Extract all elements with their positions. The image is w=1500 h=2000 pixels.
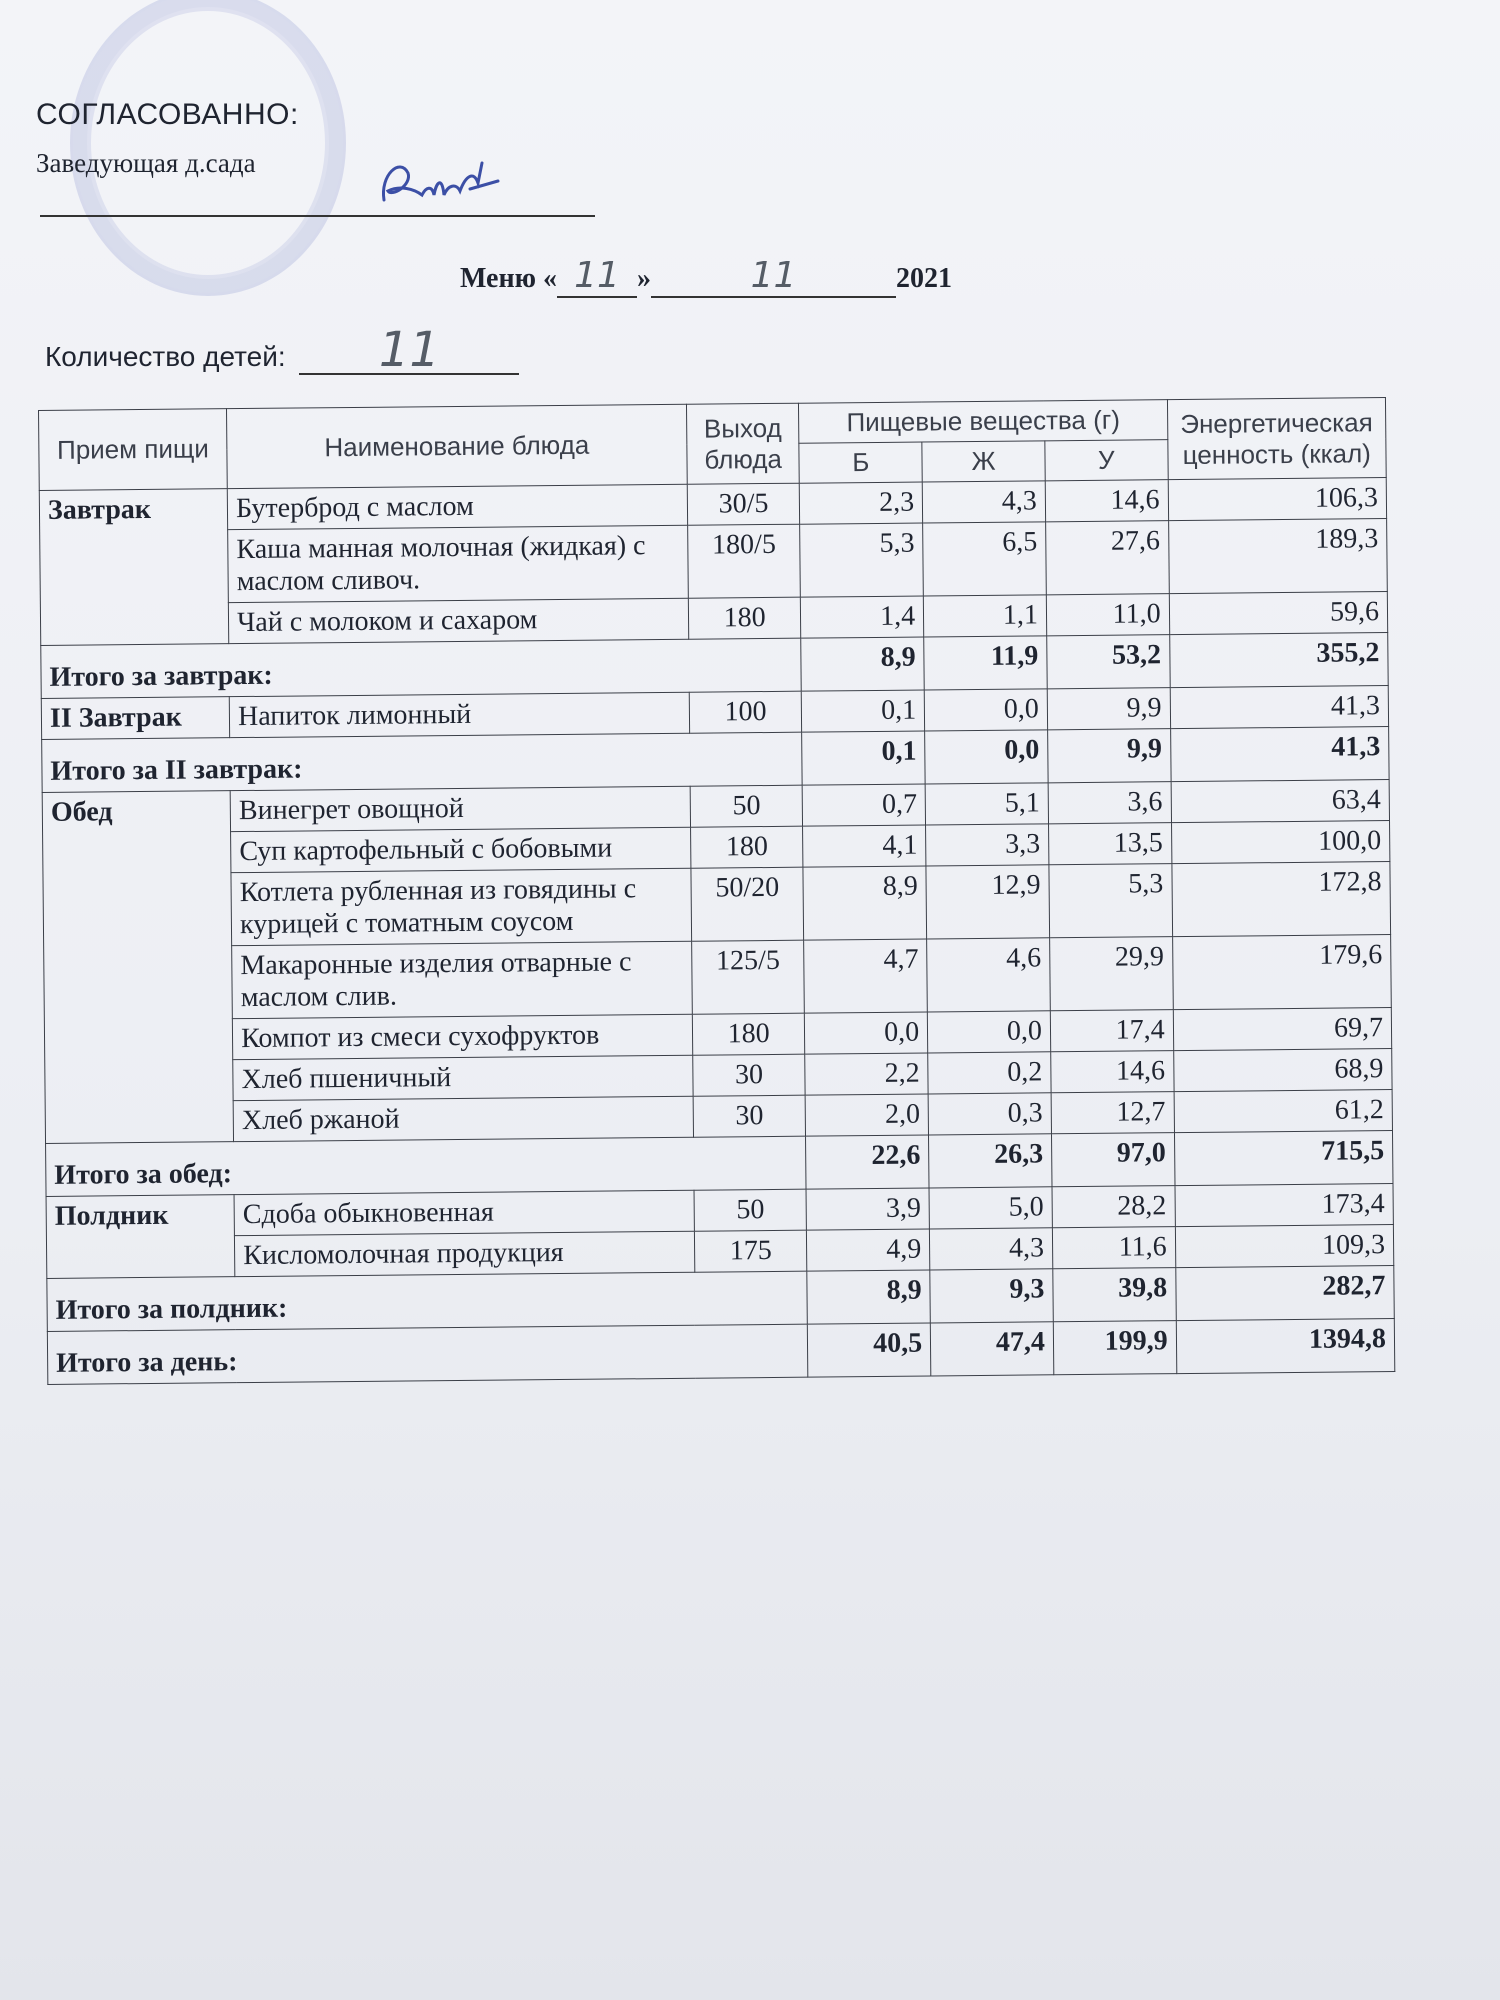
dish-name: Бутерброд с маслом — [227, 484, 687, 529]
header-protein: Б — [799, 442, 922, 483]
total-label: Итого за полдник: — [47, 1271, 808, 1331]
total-fat: 26,3 — [929, 1134, 1052, 1188]
carbs-value: 3,6 — [1048, 782, 1171, 824]
protein-value: 2,2 — [805, 1053, 928, 1095]
protein-value: 0,1 — [802, 690, 925, 732]
energy-value: 68,9 — [1173, 1049, 1392, 1092]
menu-mid: » — [637, 263, 652, 294]
table-row — [43, 862, 1391, 948]
carbs-value: 27,6 — [1046, 521, 1169, 595]
protein-value: 4,1 — [803, 825, 926, 867]
total-fat: 9,3 — [930, 1269, 1053, 1323]
total-energy: 41,3 — [1170, 727, 1389, 782]
carbs-value: 11,0 — [1046, 594, 1169, 636]
total-energy: 715,5 — [1174, 1131, 1393, 1186]
carbs-value: 5,3 — [1049, 864, 1172, 938]
dish-output: 30 — [693, 1095, 806, 1137]
header-nutrients: Пищевые вещества (г) — [799, 400, 1168, 444]
carbs-value: 29,9 — [1050, 937, 1173, 1011]
fat-value: 1,1 — [924, 595, 1047, 637]
header-output: Выход блюда — [686, 403, 799, 484]
total-energy: 282,7 — [1175, 1266, 1394, 1321]
children-count-line — [45, 322, 519, 378]
protein-value: 5,3 — [800, 523, 923, 597]
menu-date-line — [460, 255, 952, 298]
energy-value: 173,4 — [1175, 1184, 1394, 1227]
table-row — [44, 935, 1392, 1021]
dish-name: Сдоба обыкновенная — [234, 1190, 694, 1235]
total-protein: 8,9 — [807, 1270, 930, 1324]
total-carbs: 39,8 — [1053, 1268, 1176, 1322]
fat-value: 6,5 — [923, 522, 1046, 596]
dish-output: 180/5 — [687, 524, 800, 598]
protein-value: 0,7 — [803, 784, 926, 826]
dish-name: Винегрет овощной — [230, 786, 690, 831]
carbs-value: 13,5 — [1048, 823, 1171, 865]
dish-name: Котлета рубленная из говядины с курицей с томатным соусом — [231, 868, 691, 945]
menu-day: 11 — [574, 255, 620, 296]
carbs-value: 9,9 — [1047, 688, 1170, 730]
total-carbs: 97,0 — [1051, 1133, 1174, 1187]
dish-name: Макаронные изделия отварные с маслом слив. — [232, 941, 692, 1018]
menu-table — [38, 397, 1395, 1385]
fat-value: 3,3 — [926, 824, 1049, 866]
total-protein: 0,1 — [802, 731, 925, 785]
header-meal: Прием пищи — [39, 409, 228, 491]
fat-value: 5,1 — [925, 783, 1048, 825]
fat-value: 0,2 — [928, 1052, 1051, 1094]
dish-output: 50 — [690, 785, 803, 827]
dish-name: Компот из смеси сухофруктов — [232, 1014, 692, 1059]
total-protein: 8,9 — [801, 637, 924, 691]
dish-output: 180 — [690, 826, 803, 868]
signature — [370, 145, 510, 220]
children-blank — [299, 322, 519, 378]
meal-name: Полдник — [46, 1195, 235, 1279]
carbs-value: 14,6 — [1051, 1051, 1174, 1093]
protein-value: 3,9 — [806, 1188, 929, 1230]
dish-output: 100 — [689, 691, 802, 733]
energy-value: 109,3 — [1175, 1225, 1394, 1268]
dish-output: 180 — [688, 597, 801, 639]
dish-name: Кисломолочная продукция — [235, 1231, 695, 1276]
fat-value: 4,3 — [922, 481, 1045, 523]
dish-output: 175 — [694, 1230, 807, 1272]
header-dish: Наименование блюда — [227, 404, 687, 488]
dish-name: Суп картофельный с бобовыми — [231, 827, 691, 872]
carbs-value: 28,2 — [1052, 1186, 1175, 1228]
fat-value: 0,0 — [928, 1011, 1051, 1053]
menu-month: 11 — [750, 255, 797, 296]
protein-value: 4,9 — [807, 1229, 930, 1271]
total-energy: 355,2 — [1169, 633, 1388, 688]
energy-value: 189,3 — [1168, 519, 1387, 594]
protein-value: 2,3 — [800, 482, 923, 524]
protein-value: 1,4 — [801, 596, 924, 638]
signature-line — [40, 215, 595, 217]
menu-month-blank — [651, 255, 896, 298]
dish-output: 180 — [692, 1013, 805, 1055]
total-carbs: 53,2 — [1047, 635, 1170, 689]
carbs-value: 14,6 — [1045, 480, 1168, 522]
menu-year: 2021 — [896, 263, 953, 294]
total-protein: 40,5 — [808, 1323, 931, 1377]
header-energy: Энергетическая ценность (ккал) — [1167, 398, 1386, 480]
fat-value: 4,6 — [927, 938, 1050, 1012]
header-row — [39, 398, 1386, 451]
children-label: Количество детей: — [45, 341, 286, 372]
fat-value: 4,3 — [930, 1228, 1053, 1270]
protein-value: 0,0 — [805, 1012, 928, 1054]
total-fat: 0,0 — [925, 730, 1048, 784]
dish-output: 30/5 — [687, 483, 800, 525]
head-title: Заведующая д.сада — [36, 148, 256, 178]
children-count: 11 — [378, 322, 440, 378]
dish-output: 50/20 — [691, 867, 804, 941]
total-fat: 47,4 — [931, 1322, 1054, 1376]
total-protein: 22,6 — [806, 1135, 929, 1189]
energy-value: 172,8 — [1172, 862, 1391, 937]
total-carbs: 9,9 — [1048, 729, 1171, 783]
header-carbs: У — [1045, 440, 1168, 481]
meal-name: Обед — [42, 791, 233, 1144]
approval-label: СОГЛАСОВАННО: — [36, 98, 299, 131]
carbs-value: 17,4 — [1050, 1010, 1173, 1052]
fat-value: 12,9 — [926, 865, 1049, 939]
dish-name: Напиток лимонный — [229, 692, 689, 737]
total-fat: 11,9 — [924, 636, 1047, 690]
dish-name: Каша манная молочная (жидкая) с маслом сливоч. — [228, 525, 688, 602]
dish-output: 30 — [693, 1054, 806, 1096]
total-label: Итого за II завтрак: — [42, 732, 803, 792]
header-fat: Ж — [922, 441, 1045, 482]
meal-name: Завтрак — [39, 489, 229, 646]
dish-output: 50 — [694, 1189, 807, 1231]
total-carbs: 199,9 — [1053, 1321, 1176, 1375]
energy-value: 63,4 — [1171, 780, 1390, 823]
energy-value: 61,2 — [1174, 1090, 1393, 1133]
total-label: Итого за день: — [47, 1324, 808, 1384]
energy-value: 179,6 — [1172, 935, 1391, 1010]
dish-name: Хлеб пшеничный — [233, 1055, 693, 1100]
carbs-value: 11,6 — [1052, 1227, 1175, 1269]
energy-value: 100,0 — [1171, 821, 1390, 864]
menu-prefix: Меню « — [460, 263, 558, 294]
total-label: Итого за обед: — [46, 1136, 807, 1196]
table-row — [40, 519, 1388, 605]
total-energy: 1394,8 — [1176, 1319, 1395, 1374]
menu-day-blank — [557, 255, 637, 298]
energy-value: 106,3 — [1168, 478, 1387, 521]
energy-value: 41,3 — [1170, 686, 1389, 729]
dish-output: 125/5 — [691, 940, 804, 1014]
fat-value: 0,3 — [928, 1093, 1051, 1135]
fat-value: 5,0 — [929, 1187, 1052, 1229]
protein-value: 8,9 — [803, 866, 926, 940]
meal-name: II Завтрак — [41, 697, 229, 740]
dish-name: Хлеб ржаной — [233, 1096, 693, 1141]
fat-value: 0,0 — [924, 689, 1047, 731]
carbs-value: 12,7 — [1051, 1092, 1174, 1134]
protein-value: 2,0 — [806, 1094, 929, 1136]
dish-name: Чай с молоком и сахаром — [228, 598, 688, 643]
energy-value: 69,7 — [1173, 1008, 1392, 1051]
total-label: Итого за завтрак: — [41, 638, 802, 698]
energy-value: 59,6 — [1169, 592, 1388, 635]
menu-table-body — [39, 478, 1395, 1385]
protein-value: 4,7 — [804, 939, 927, 1013]
